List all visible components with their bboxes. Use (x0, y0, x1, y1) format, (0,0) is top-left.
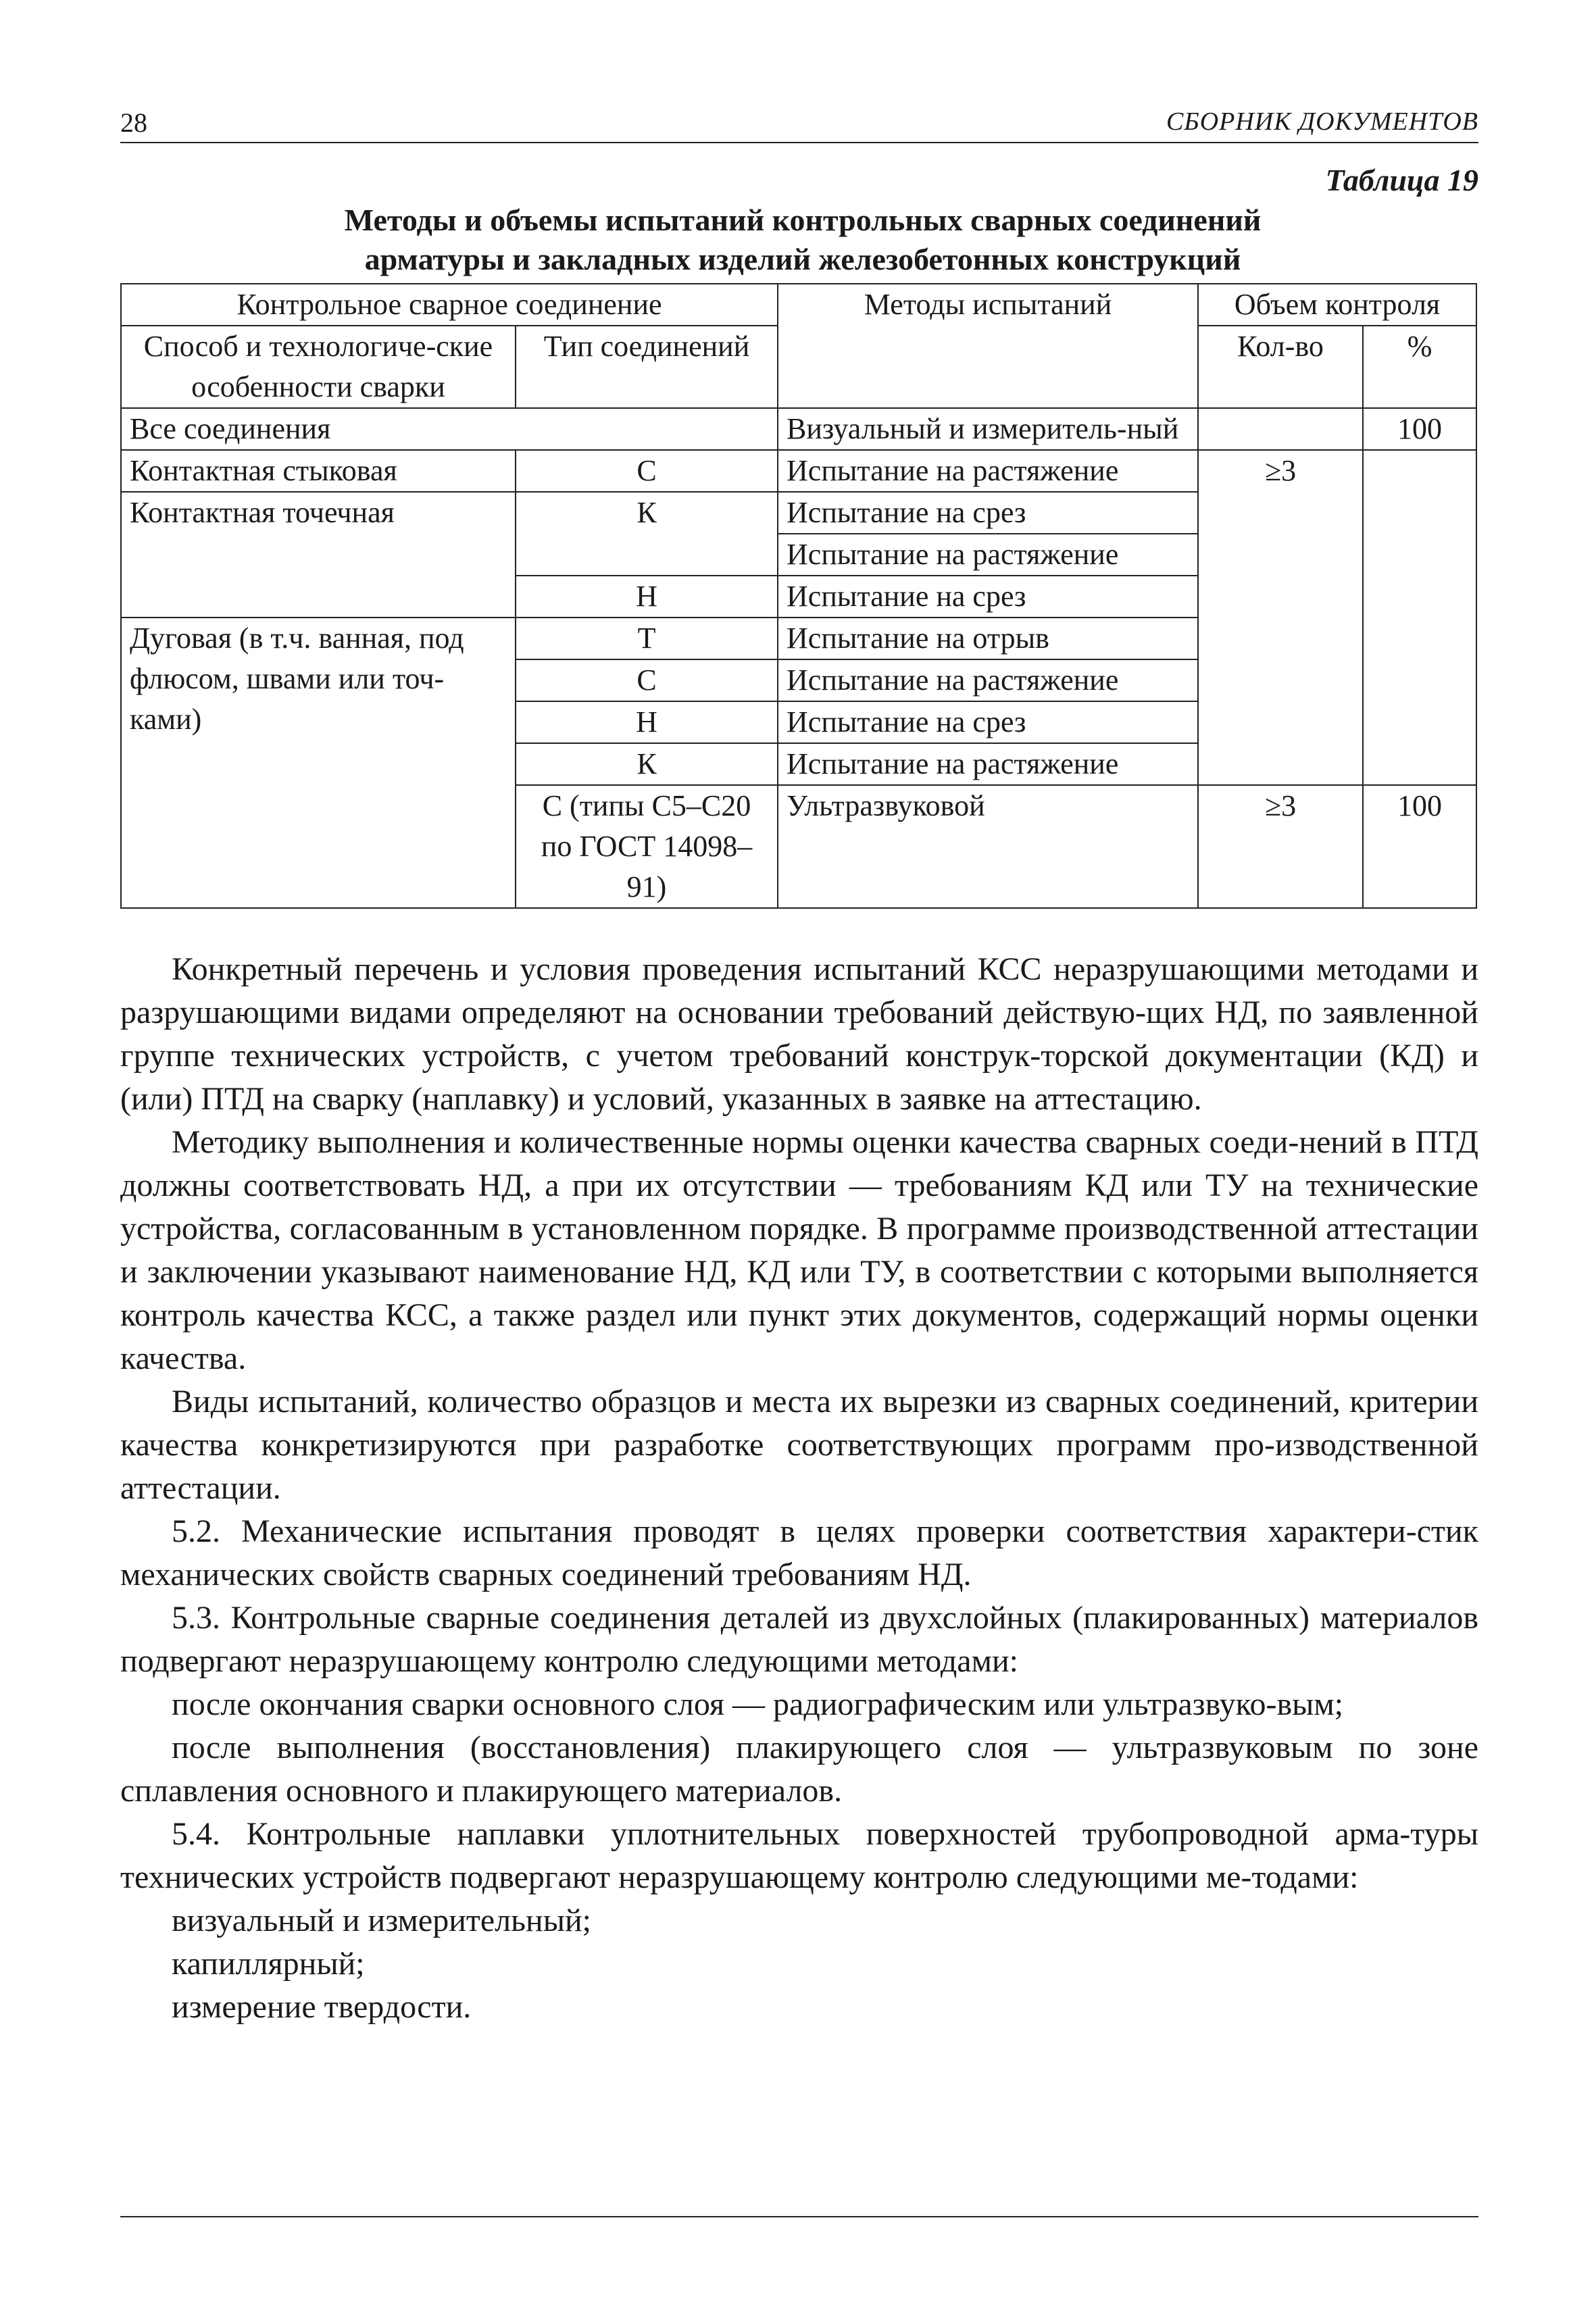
running-title: СБОРНИК ДОКУМЕНТОВ (1166, 107, 1478, 136)
cell-ultrasonic-percent: 100 (1363, 785, 1476, 908)
cell-tension: Испытание на растяжение (778, 450, 1198, 492)
cell-visual: Визуальный и измеритель-ный (778, 408, 1198, 450)
cell-tension: Испытание на растяжение (778, 534, 1198, 576)
body-text (120, 948, 1478, 2029)
cell-spot-type-k: К (516, 492, 778, 576)
bottom-rule (120, 2216, 1478, 2217)
cell-visual-percent: 100 (1363, 408, 1476, 450)
cell-tension: Испытание на растяжение (778, 743, 1198, 785)
cell-arc-type-k: К (516, 743, 778, 785)
cell-ultrasonic: Ультразвуковой (778, 785, 1198, 908)
cell-tension: Испытание на растяжение (778, 659, 1198, 701)
paragraph: Виды испытаний, количество образцов и места их вырезки из сварных соединений, критерии качества конкретизируются при разработке соответствующих программ про-изводственной аттестации. (120, 1384, 1478, 1506)
paragraph: после окончания сварки основного слоя — радиографическим или ультразвуко-вым; (172, 1686, 1344, 1722)
running-header (120, 101, 1478, 143)
paragraph: Конкретный перечень и условия проведения испытаний КСС неразрушающими методами и разрушающими видами определяют на основании требований действую-щих НД, по заявленной группе технических устройств, с учетом требований конструк-торской документации (КД) и (или) ПТД на сварку (наплавку) и условий, указанных в заявке на аттестацию. (120, 951, 1478, 1117)
cell-shear: Испытание на срез (778, 576, 1198, 618)
cell-butt: Контактная стыковая (121, 450, 516, 492)
page-number: 28 (120, 107, 147, 138)
cell-arc: Дуговая (в т.ч. ванная, под флюсом, швами или точ-ками) (121, 618, 516, 908)
header-joint: Контрольное сварное соединение (121, 284, 778, 326)
header-volume: Объем контроля (1198, 284, 1476, 326)
paragraph: 5.4. Контрольные наплавки уплотнительных поверхностей трубопроводной арма-туры технических устройств подвергают неразрушающему контролю следующими ме-тодами: (120, 1816, 1478, 1895)
cell-count-ge3: ≥3 (1198, 450, 1363, 785)
header-weld-method: Способ и технологиче-ские особенности сварки (121, 326, 516, 408)
cell-empty (1198, 408, 1363, 450)
table-title (120, 201, 1478, 279)
cell-spot: Контактная точечная (121, 492, 516, 618)
cell-arc-type-c2: С (типы С5–С20 по ГОСТ 14098–91) (516, 785, 778, 908)
table-row (121, 450, 1476, 492)
test-methods-table (120, 283, 1477, 909)
cell-shear: Испытание на срез (778, 492, 1198, 534)
paragraph: 5.2. Механические испытания проводят в целях проверки соответствия характери-стик механических свойств сварных соединений требованиям НД. (120, 1513, 1478, 1592)
paragraph: после выполнения (восстановления) плакирующего слоя — ультразвуковым по зоне сплавления основного и плакирующего материалов. (120, 1730, 1478, 1809)
table-title-line-2: арматуры и закладных изделий железобетонных конструкций (364, 242, 1241, 276)
cell-spot-type-n: Н (516, 576, 778, 618)
paragraph: Методику выполнения и количественные нормы оценки качества сварных соеди-нений в ПТД должны соответствовать НД, а при их отсутствии — требованиям КД или ТУ на технические устройства, согласованным в установленном порядке. В программе производственной аттестации и заключении указывают наименование НД, КД или ТУ, в соответствии с которыми выполняется контроль качества КСС, а также раздел или пункт этих документов, содержащий нормы оценки качества. (120, 1124, 1478, 1376)
table-label: Таблица 19 (1325, 163, 1478, 197)
header-percent: % (1363, 326, 1476, 408)
table-header-row (121, 284, 1476, 326)
cell-empty-percent (1363, 450, 1476, 785)
paragraph: 5.3. Контрольные сварные соединения деталей из двухслойных (плакированных) материалов подвергают неразрушающему контролю следующими методами: (120, 1600, 1478, 1679)
list-item: визуальный и измерительный; (172, 1903, 591, 1938)
cell-shear: Испытание на срез (778, 701, 1198, 743)
cell-ultrasonic-count: ≥3 (1198, 785, 1363, 908)
cell-arc-type-t: Т (516, 618, 778, 659)
cell-all-joints: Все соединения (121, 408, 778, 450)
header-methods: Методы испытаний (778, 284, 1198, 408)
document-page (120, 101, 1478, 2029)
cell-pull-off: Испытание на отрыв (778, 618, 1198, 659)
cell-arc-type-c: С (516, 659, 778, 701)
cell-arc-type-n: Н (516, 701, 778, 743)
table-row (121, 408, 1476, 450)
cell-butt-type: С (516, 450, 778, 492)
list-item: капиллярный; (172, 1946, 365, 1982)
header-joint-type: Тип соединений (516, 326, 778, 408)
header-count: Кол-во (1198, 326, 1363, 408)
table-title-line-1: Методы и объемы испытаний контрольных сварных соединений (344, 203, 1262, 237)
list-item: измерение твердости. (172, 1989, 472, 2025)
